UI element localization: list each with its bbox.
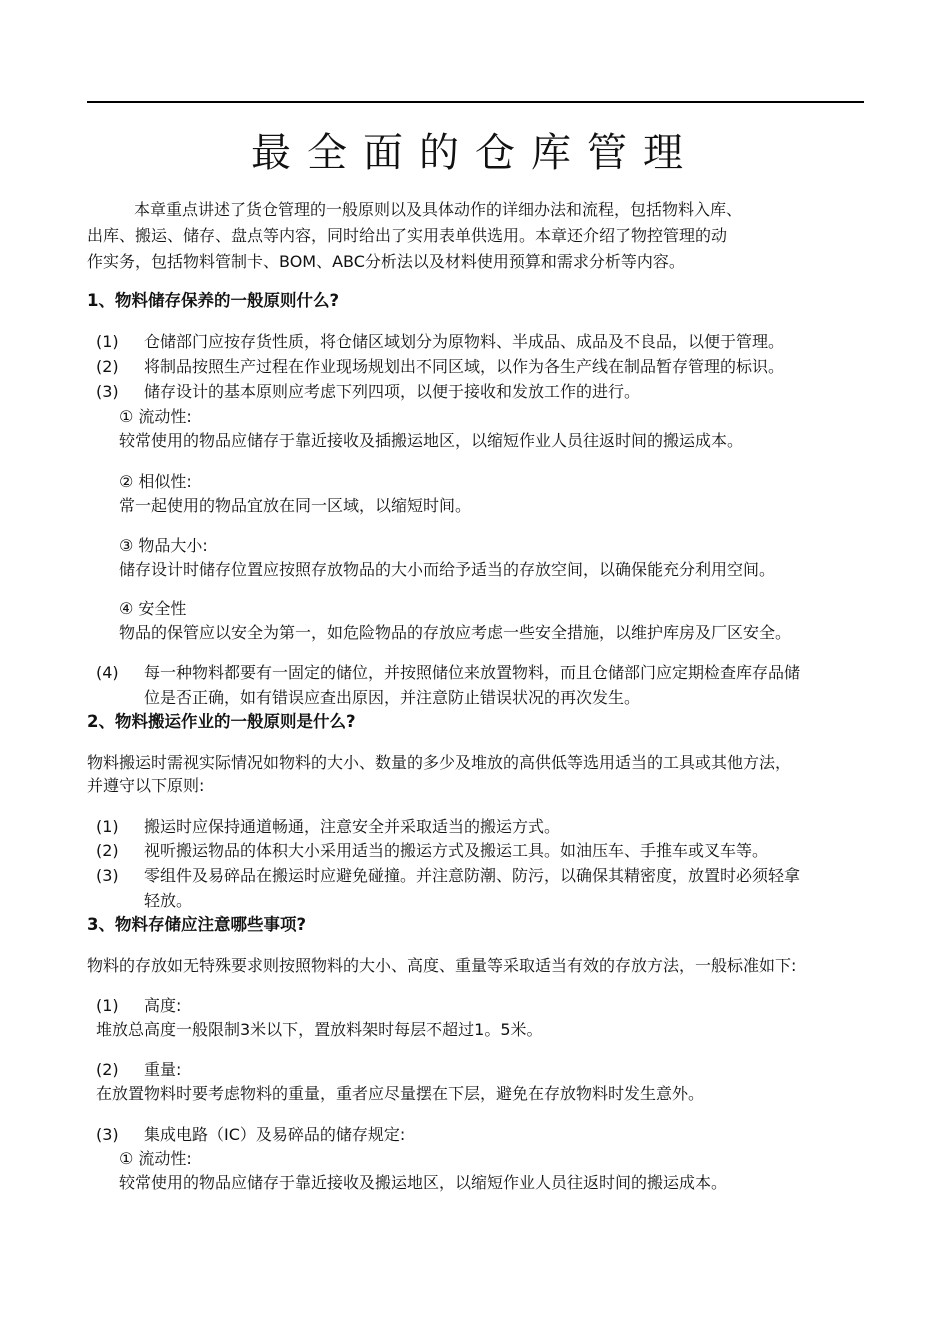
s1-sub-4-label: ④ 安全性 <box>119 599 187 618</box>
s1-item-1-num: (1) <box>96 332 119 351</box>
s3-item-1-label: 高度: <box>144 996 182 1015</box>
s1-sub-1-label: ① 流动性: <box>119 407 192 426</box>
s3-item-3-num: (3) <box>96 1125 119 1144</box>
s1-item-2-text: 将制品按照生产过程在作业现场规划出不同区域，以作为各生产线在制品暂存管理的标识。 <box>144 357 785 376</box>
s2-item-1-num: (1) <box>96 817 119 836</box>
s1-item-2-num: (2) <box>96 357 119 376</box>
s1-sub-3-text: 储存设计时储存位置应按照存放物品的大小而给予适当的存放空间，以确保能充分利用空间。 <box>119 560 776 579</box>
section-3-heading: 3、物料存储应注意哪些事项? <box>87 915 307 934</box>
s3-item-3-label: 集成电路（IC）及易碎品的储存规定: <box>144 1125 406 1144</box>
section-1-heading: 1、物料储存保养的一般原则什么? <box>87 291 340 310</box>
s3-item-1-num: (1) <box>96 996 119 1015</box>
s2-intro-line-1: 物料搬运时需视实际情况如物料的大小、数量的多少及堆放的高供低等选用适当的工具或其他方法， <box>87 753 792 772</box>
intro-line-3: 作实务，包括物料管制卡、BOM、ABC分析法以及材料使用预算和需求分析等内容。 <box>87 252 685 271</box>
s3-sub-1-text: 较常使用的物品应储存于靠近接收及搬运地区，以缩短作业人员往返时间的搬运成本。 <box>119 1173 728 1192</box>
s2-item-3-num: (3) <box>96 866 119 885</box>
s2-item-2-num: (2) <box>96 841 119 860</box>
s3-item-2-label: 重量: <box>144 1060 182 1079</box>
s3-sub-1-label: ① 流动性: <box>119 1149 192 1168</box>
s1-item-1-text: 仓储部门应按存货性质，将仓储区域划分为原物料、半成品、成品及不良品，以便于管理。 <box>144 332 785 351</box>
s2-item-3-text: 零组件及易碎品在搬运时应避免碰撞。并注意防潮、防污，以确保其精密度，放置时必须轻拿 <box>144 866 801 885</box>
s1-sub-2-text: 常一起使用的物品宜放在同一区域，以缩短时间。 <box>119 496 472 515</box>
s1-sub-4-text: 物品的保管应以安全为第一，如危险物品的存放应考虑一些安全措施，以维护库房及厂区安全。 <box>119 623 792 642</box>
intro-line-2: 出库、搬运、储存、盘点等内容，同时给出了实用表单供选用。本章还介绍了物控管理的动 <box>87 226 728 245</box>
section-2-heading: 2、物料搬运作业的一般原则是什么? <box>87 712 356 731</box>
s1-sub-2-label: ② 相似性: <box>119 472 192 491</box>
s2-item-2-text: 视听搬运物品的体积大小采用适当的搬运方式及搬运工具。如油压车、手推车或叉车等。 <box>144 841 769 860</box>
s1-item-4-line-1: 每一种物料都要有一固定的储位，并按照储位来放置物料，而且仓储部门应定期检查库存品储 <box>144 663 801 682</box>
s2-item-1-text: 搬运时应保持通道畅通，注意安全并采取适当的搬运方式。 <box>144 817 561 836</box>
s2-item-3-cont: 轻放。 <box>144 891 193 910</box>
s1-sub-3-label: ③ 物品大小: <box>119 536 208 555</box>
s3-item-2-text: 在放置物料时要考虑物料的重量，重者应尽量摆在下层，避免在存放物料时发生意外。 <box>96 1084 705 1103</box>
s1-item-3-text: 储存设计的基本原则应考虑下列四项，以便于接收和发放工作的进行。 <box>144 382 641 401</box>
page-title: 最全面的仓库管理 <box>251 130 699 176</box>
s3-intro: 物料的存放如无特殊要求则按照物料的大小、高度、重量等采取适当有效的存放方法，一般标准如下: <box>87 956 797 975</box>
top-rule <box>87 101 864 103</box>
s2-intro-line-2: 并遵守以下原则: <box>87 776 205 795</box>
s1-item-4-line-2: 位是否正确，如有错误应查出原因，并注意防止错误状况的再次发生。 <box>144 688 641 707</box>
s1-sub-1-text: 较常使用的物品应储存于靠近接收及插搬运地区，以缩短作业人员往返时间的搬运成本。 <box>119 431 744 450</box>
s3-item-2-num: (2) <box>96 1060 119 1079</box>
s3-item-1-text: 堆放总高度一般限制3米以下，置放料架时每层不超过1。5米。 <box>96 1020 543 1039</box>
intro-line-1: 本章重点讲述了货仓管理的一般原则以及具体动作的详细办法和流程，包括物料入库、 <box>134 200 743 219</box>
s1-item-4-num: (4) <box>96 663 119 682</box>
s1-item-3-num: (3) <box>96 382 119 401</box>
